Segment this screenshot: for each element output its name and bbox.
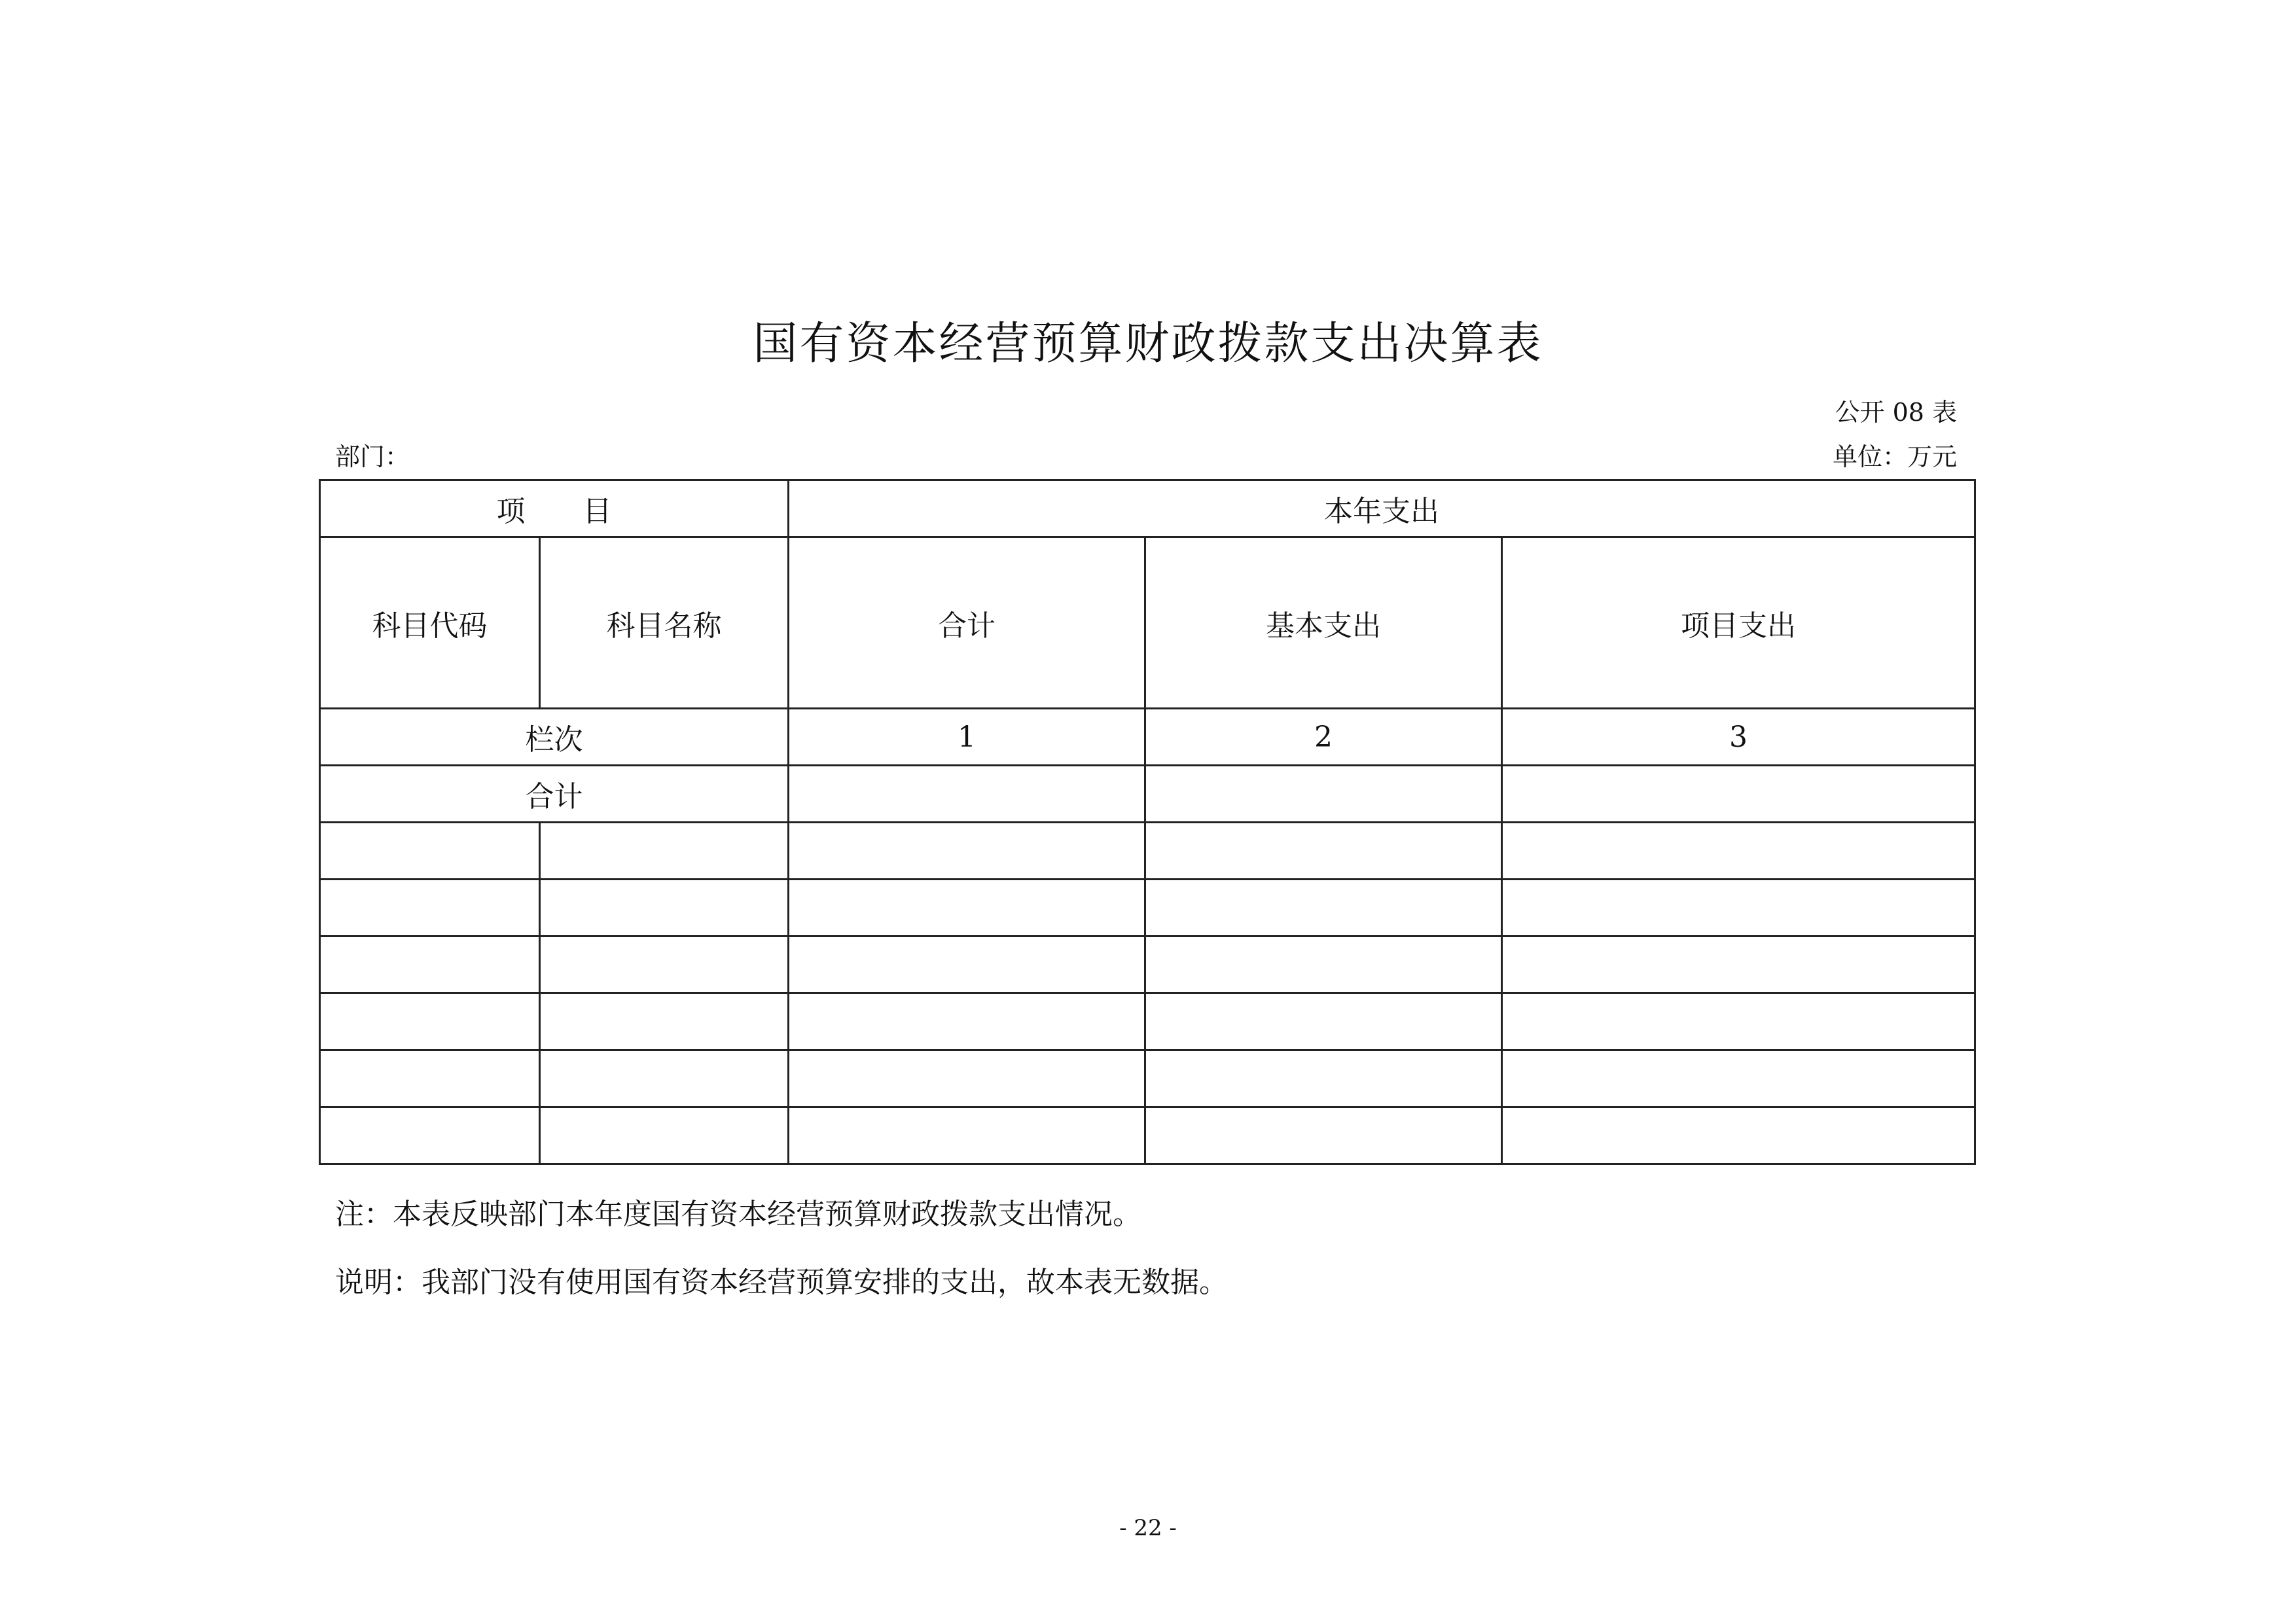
table-row: [320, 880, 1975, 936]
table-cell: [320, 1050, 540, 1107]
table-cell: [1145, 1107, 1502, 1164]
column-basic-expenditure: 基本支出: [1145, 537, 1502, 709]
table-cell: [1502, 993, 1975, 1050]
column-index-2: 2: [1145, 709, 1502, 766]
page-title: 国有资本经营预算财政拨款支出决算表: [753, 318, 1543, 370]
table-cell: [1145, 880, 1502, 936]
table-cell: [1502, 823, 1975, 880]
table-cell: [789, 1050, 1145, 1107]
table-row: [320, 823, 1975, 880]
page-number: - 22 -: [1119, 1515, 1177, 1541]
column-index-row: [320, 709, 1975, 766]
column-index-1: 1: [789, 709, 1145, 766]
total-cell: [789, 766, 1145, 823]
table-cell: [540, 1107, 789, 1164]
table-cell: [320, 880, 540, 936]
expenditure-table: [319, 479, 1976, 1165]
table-subheader-row: [320, 537, 1975, 709]
table-note: 注：本表反映部门本年度国有资本经营预算财政拨款支出情况。: [335, 1198, 1141, 1231]
table-cell: [1502, 1107, 1975, 1164]
total-row-label: 合计: [320, 766, 789, 823]
table-cell: [1502, 1050, 1975, 1107]
total-cell: [1145, 766, 1502, 823]
table-cell: [540, 880, 789, 936]
table-cell: [540, 936, 789, 993]
table-row: [320, 993, 1975, 1050]
table-cell: [789, 880, 1145, 936]
table-cell: [1145, 823, 1502, 880]
table-cell: [789, 936, 1145, 993]
total-cell: [1502, 766, 1975, 823]
table-cell: [789, 1107, 1145, 1164]
table-cell: [320, 993, 540, 1050]
table-cell: [320, 1107, 540, 1164]
table-cell: [1145, 936, 1502, 993]
table-header-row: [320, 480, 1975, 537]
column-total: 合计: [789, 537, 1145, 709]
header-item: 项 目: [320, 480, 789, 537]
column-subject-code: 科目代码: [320, 537, 540, 709]
table-cell: [540, 993, 789, 1050]
table-cell: [1145, 1050, 1502, 1107]
department-label: 部门：: [335, 442, 410, 471]
table-cell: [320, 823, 540, 880]
table-cell: [1502, 936, 1975, 993]
column-index-3: 3: [1502, 709, 1975, 766]
table-explanation: 说明：我部门没有使用国有资本经营预算安排的支出，故本表无数据。: [335, 1266, 1228, 1299]
table-cell: [320, 936, 540, 993]
table-row: [320, 1107, 1975, 1164]
table-cell: [540, 823, 789, 880]
column-subject-name: 科目名称: [540, 537, 789, 709]
header-current-year-expenditure: 本年支出: [789, 480, 1975, 537]
table-cell: [540, 1050, 789, 1107]
table-cell: [789, 823, 1145, 880]
table-cell: [1145, 993, 1502, 1050]
table-cell: [1502, 880, 1975, 936]
column-index-label: 栏次: [320, 709, 789, 766]
table-row: [320, 1050, 1975, 1107]
total-row: [320, 766, 1975, 823]
table-row: [320, 936, 1975, 993]
unit-label: 单位：万元: [1832, 442, 1957, 471]
table-cell: [789, 993, 1145, 1050]
column-project-expenditure: 项目支出: [1502, 537, 1975, 709]
form-number: 公开 08 表: [1835, 398, 1957, 427]
